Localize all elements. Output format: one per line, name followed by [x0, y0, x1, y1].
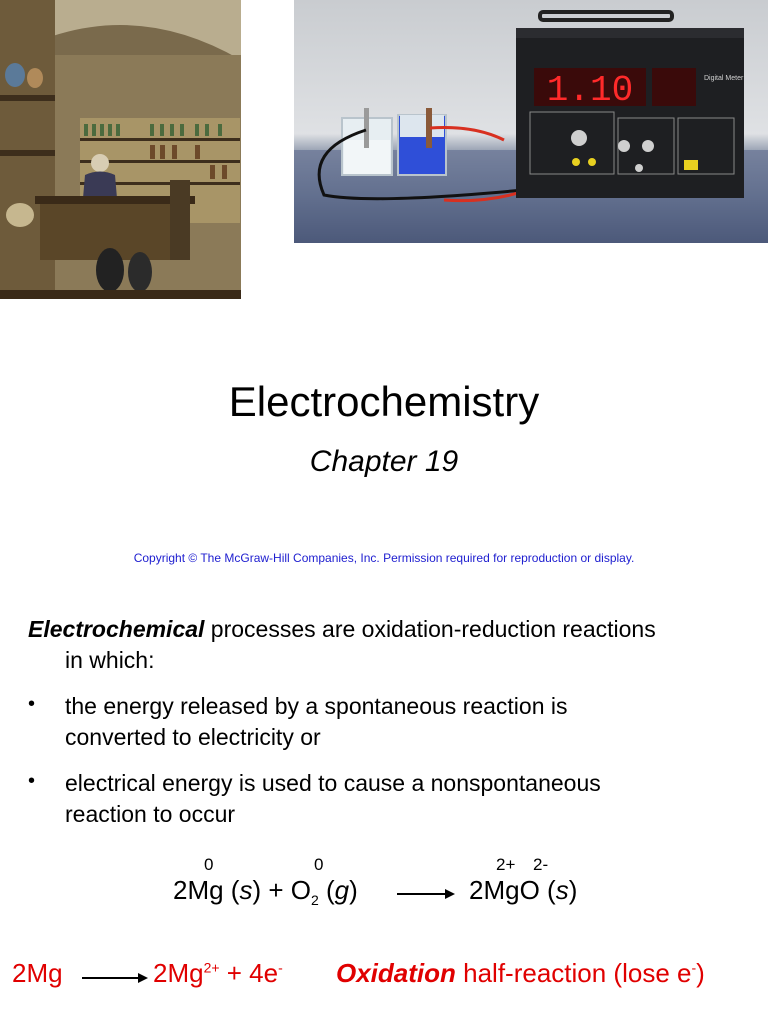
oxidation-number-o2: 0 — [314, 855, 324, 874]
intro-term: Electrochemical — [28, 616, 205, 642]
laboratory-illustration — [0, 0, 241, 299]
intro-paragraph: Electrochemical processes are oxidation-reduction reactions in which: — [28, 616, 656, 673]
oxidation-half-reaction: 2Mg $2Mg^{2+} + 4e^-$ Oxidation half-reaction (lose e-) — [12, 958, 705, 988]
svg-text:Digital Meter: Digital Meter — [704, 75, 744, 82]
digital-meter-photo — [294, 0, 768, 243]
bullet-marker: • — [28, 693, 36, 715]
reaction-arrow-icon — [82, 971, 150, 985]
oxidation-number-mg: 0 — [204, 855, 214, 874]
chapter-subtitle: Chapter 19 — [309, 445, 459, 478]
reaction-arrow-icon — [397, 887, 457, 901]
meter-readout: 1.10 — [546, 70, 634, 111]
copyright-notice: Copyright © The McGraw-Hill Companies, Inc. Permission required for reproduction or display. — [133, 551, 635, 565]
slide-title: Electrochemistry — [228, 378, 540, 425]
oxidation-number-o-ion: 2- — [533, 855, 549, 874]
oxidation-number-mg-ion: 2+ — [496, 855, 516, 874]
bullet-marker: • — [28, 770, 36, 792]
oxidation-label: Oxidation — [336, 958, 456, 988]
redox-equation: 2Mg $(s) + O_2$ (g) 2MgO (s) — [173, 875, 578, 909]
